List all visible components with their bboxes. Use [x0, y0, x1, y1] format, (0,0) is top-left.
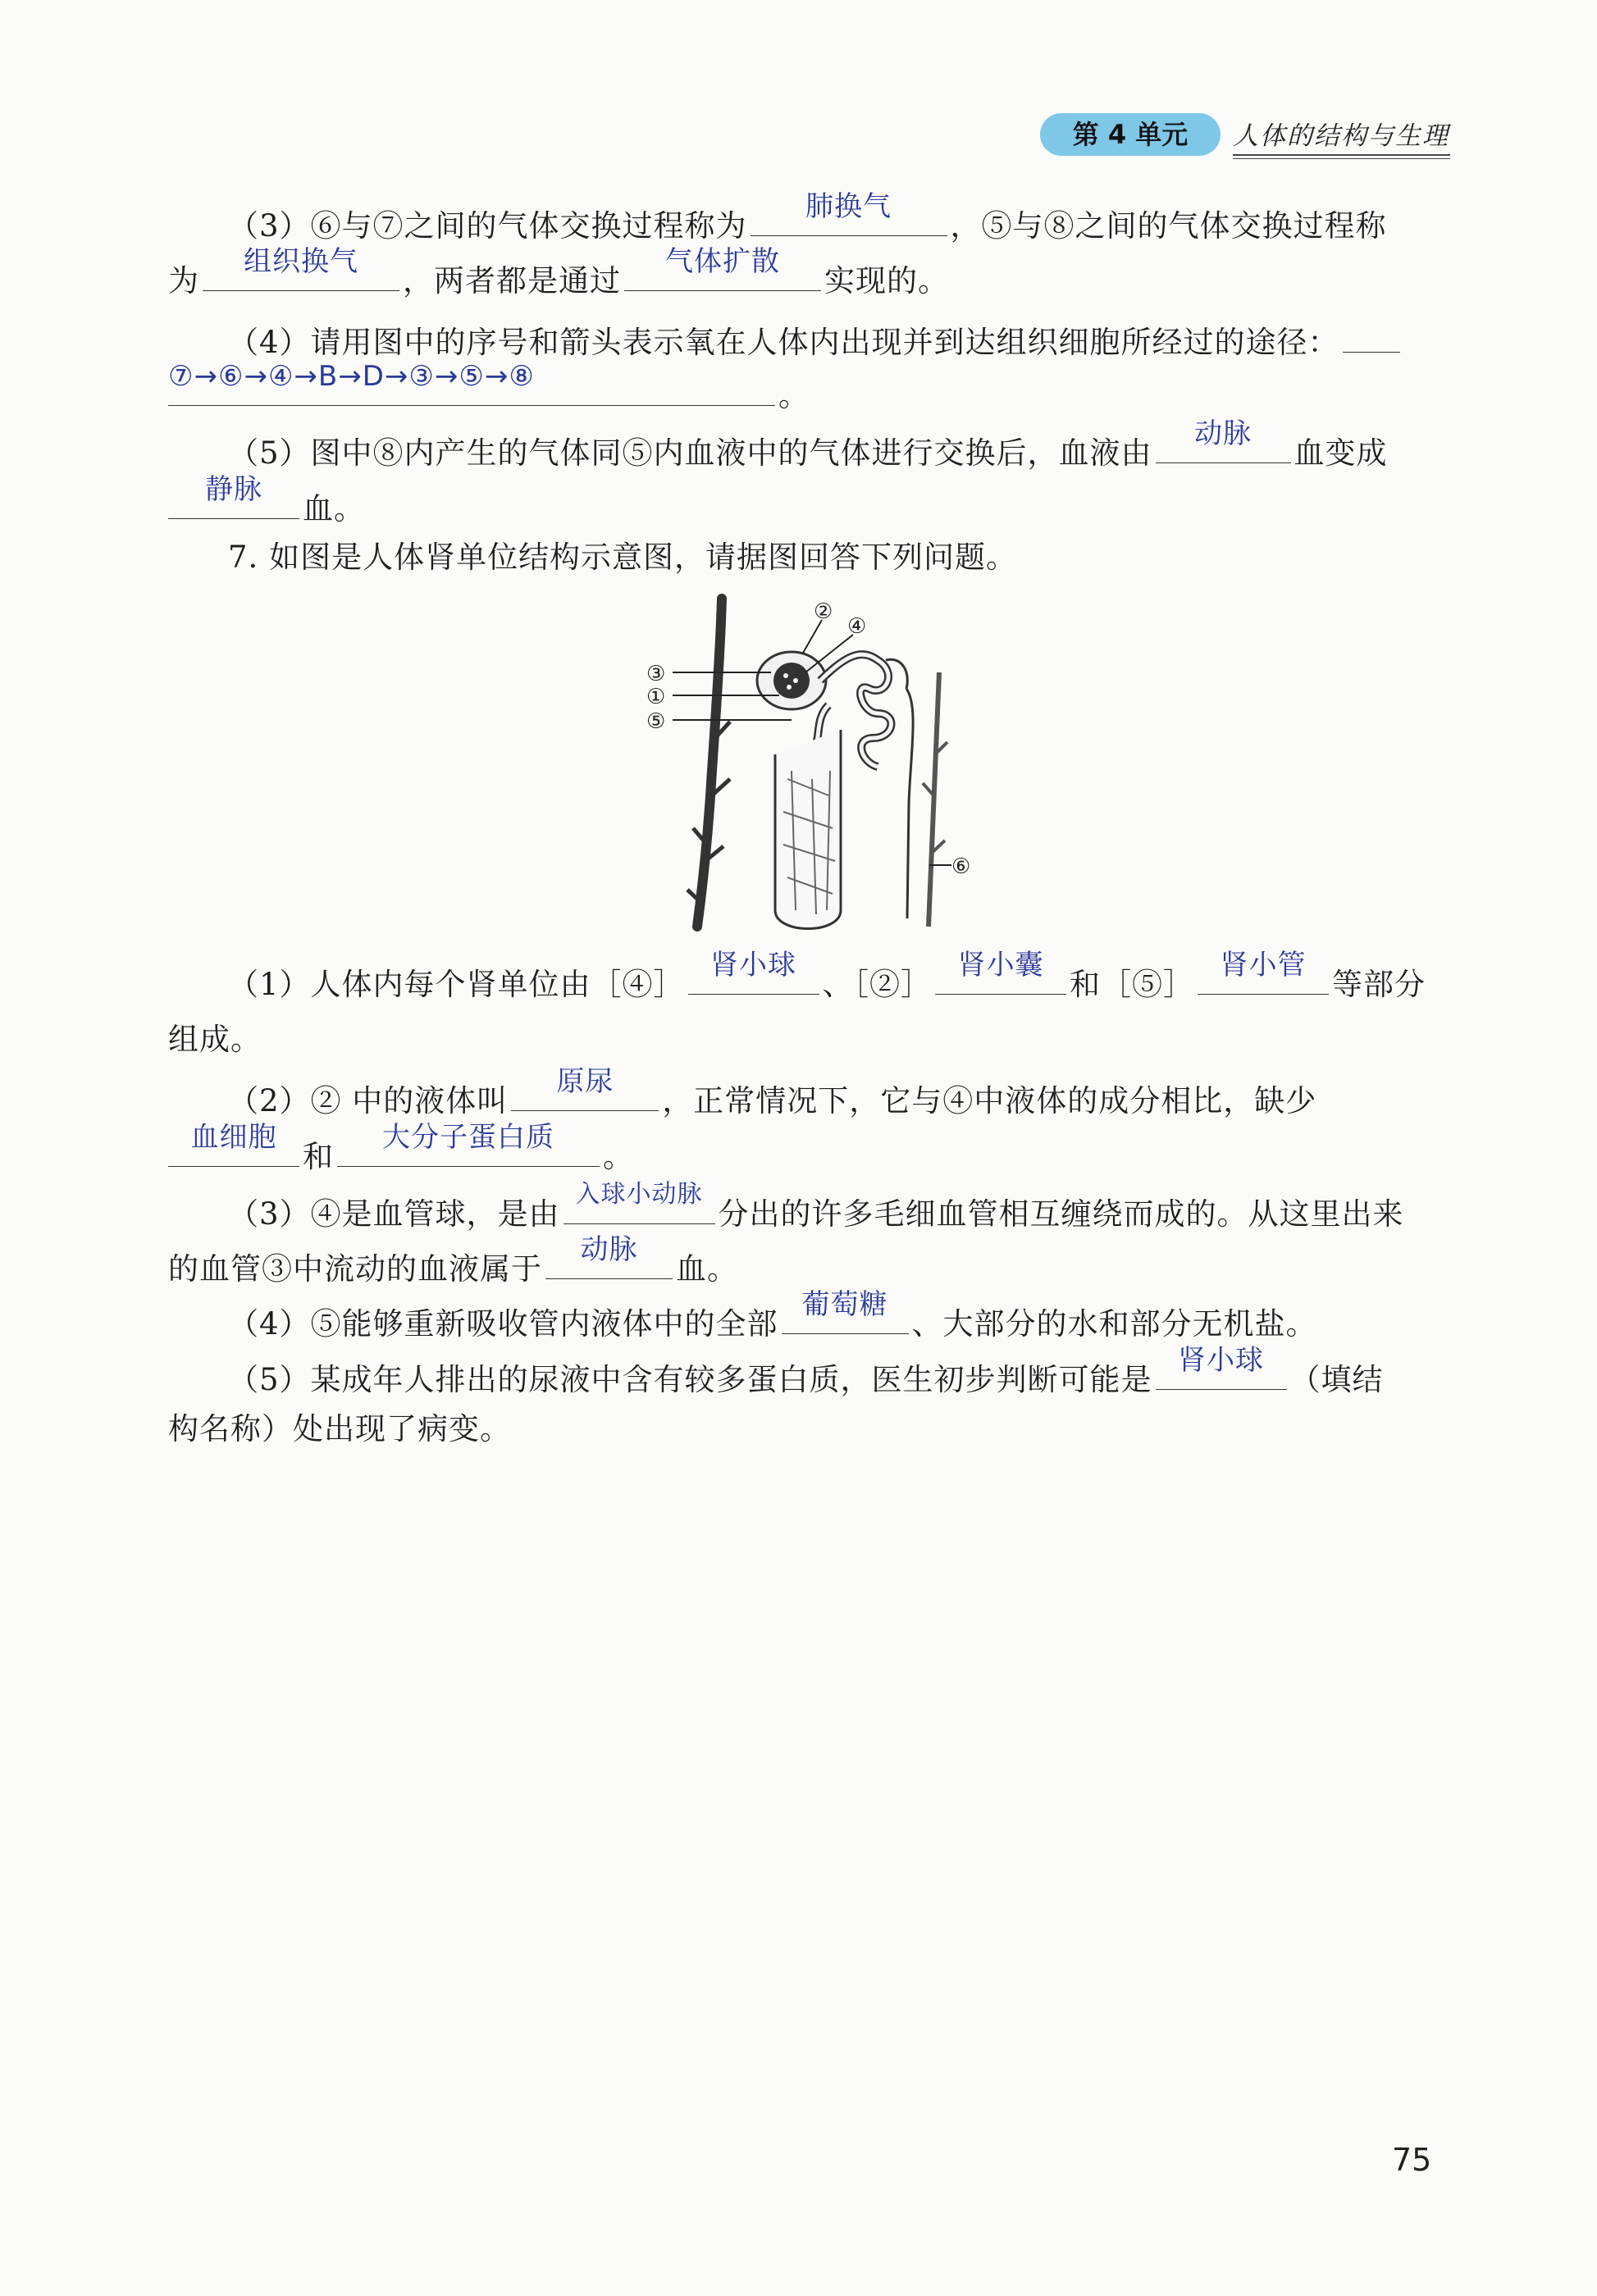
collecting-duct	[906, 689, 913, 918]
unit-badge: 第 4 单元	[1040, 113, 1221, 156]
q7-4-blank1: 葡萄糖	[782, 1297, 909, 1334]
q7-1-line2: 组成。	[168, 1022, 262, 1057]
unit-title-rule	[1233, 154, 1450, 159]
q7-4-line1: （4）⑤能够重新吸收管内液体中的全部 葡萄糖 、大部分的水和部分无机盐。	[228, 1288, 1317, 1342]
unit-title: 人体的结构与生理	[1233, 121, 1449, 151]
q6-3-blank2: 组织换气	[203, 254, 399, 291]
glomerulus	[773, 663, 810, 699]
q7-3-blank1: 入球小动脉	[564, 1187, 715, 1224]
unit-header	[1040, 112, 1450, 157]
q7-2-blank3: 大分子蛋白质	[337, 1130, 600, 1167]
nephron-diagram	[615, 590, 971, 935]
q7-3-line1: （3）④是血管球，是由 入球小动脉 分出的许多毛细血管相互缠绕而成的。从这里出来	[228, 1180, 1404, 1232]
q7-stem: 7. 如图是人体肾单位结构示意图，请据图回答下列问题。	[228, 540, 1018, 575]
q7-5-blank1: 肾小球	[1156, 1353, 1287, 1390]
q7-1-blank1: 肾小球	[688, 958, 819, 995]
q7-2-blank2: 血细胞	[168, 1130, 299, 1167]
label-6: ⑥	[951, 854, 971, 879]
q6-4-blank-start	[1343, 316, 1400, 353]
q6-3-line2: 为 组织换气 ，两者都是通过 气体扩散 实现的。	[168, 245, 949, 298]
q6-5-line1: （5）图中⑧内产生的气体同⑤内血液中的气体进行交换后，血液由 动脉 血变成	[228, 417, 1388, 471]
q6-5-blank2: 静脉	[168, 482, 299, 519]
loop-of-henle	[775, 730, 841, 929]
q7-2-line1: （2）② 中的液体叫 原尿 ，正常情况下，它与④中液体的成分相比，缺少	[228, 1065, 1317, 1118]
q7-5-line1: （5）某成年人排出的尿液中含有较多蛋白质，医生初步判断可能是 肾小球 （填结	[228, 1344, 1384, 1397]
page-number: 75	[1392, 2142, 1432, 2178]
q7-3-blank2: 动脉	[545, 1242, 673, 1279]
q7-1-blank2: 肾小囊	[935, 958, 1066, 995]
nephron-diagram-svg	[615, 590, 971, 935]
label-5: ⑤	[646, 709, 666, 734]
q6-5-blank1: 动脉	[1156, 426, 1291, 463]
q6-4-line1: （4）请用图中的序号和箭头表示氧在人体内出现并到达组织细胞所经过的途径：	[228, 316, 1403, 363]
q7-1-blank3: 肾小管	[1198, 958, 1329, 995]
q6-3-blank1: 肺换气	[751, 199, 947, 236]
q6-3-blank3: 气体扩散	[624, 254, 821, 291]
label-2: ②	[814, 599, 833, 624]
q6-5-line2: 静脉 血。	[168, 482, 365, 530]
left-blood-vessel	[697, 599, 722, 927]
q7-5-line2: 构名称）处出现了病变。	[168, 1411, 511, 1446]
q6-3-line1: （3）⑥与⑦之间的气体交换过程称为 肺换气 ，⑤与⑧之间的气体交换过程称	[228, 190, 1387, 244]
q7-1-line1: （1）人体内每个肾单位由［④］ 肾小球 、［②］ 肾小囊 和［⑤］ 肾小管 等部分	[228, 949, 1426, 1002]
q7-2-blank1: 原尿	[511, 1074, 659, 1111]
right-blood-vessel	[929, 672, 939, 927]
q6-4-line2: ⑦→⑥→④→B→D→③→⑤→⑧ 。	[168, 360, 810, 413]
label-1: ①	[646, 685, 666, 709]
q6-4-blank: ⑦→⑥→④→B→D→③→⑤→⑧	[168, 369, 775, 406]
label-3: ③	[646, 662, 666, 686]
q7-3-line2: 的血管③中流动的血液属于 动脉 血。	[168, 1233, 738, 1287]
q7-2-line2: 血细胞 和 大分子蛋白质 。	[168, 1130, 634, 1178]
label-4: ④	[847, 614, 867, 639]
